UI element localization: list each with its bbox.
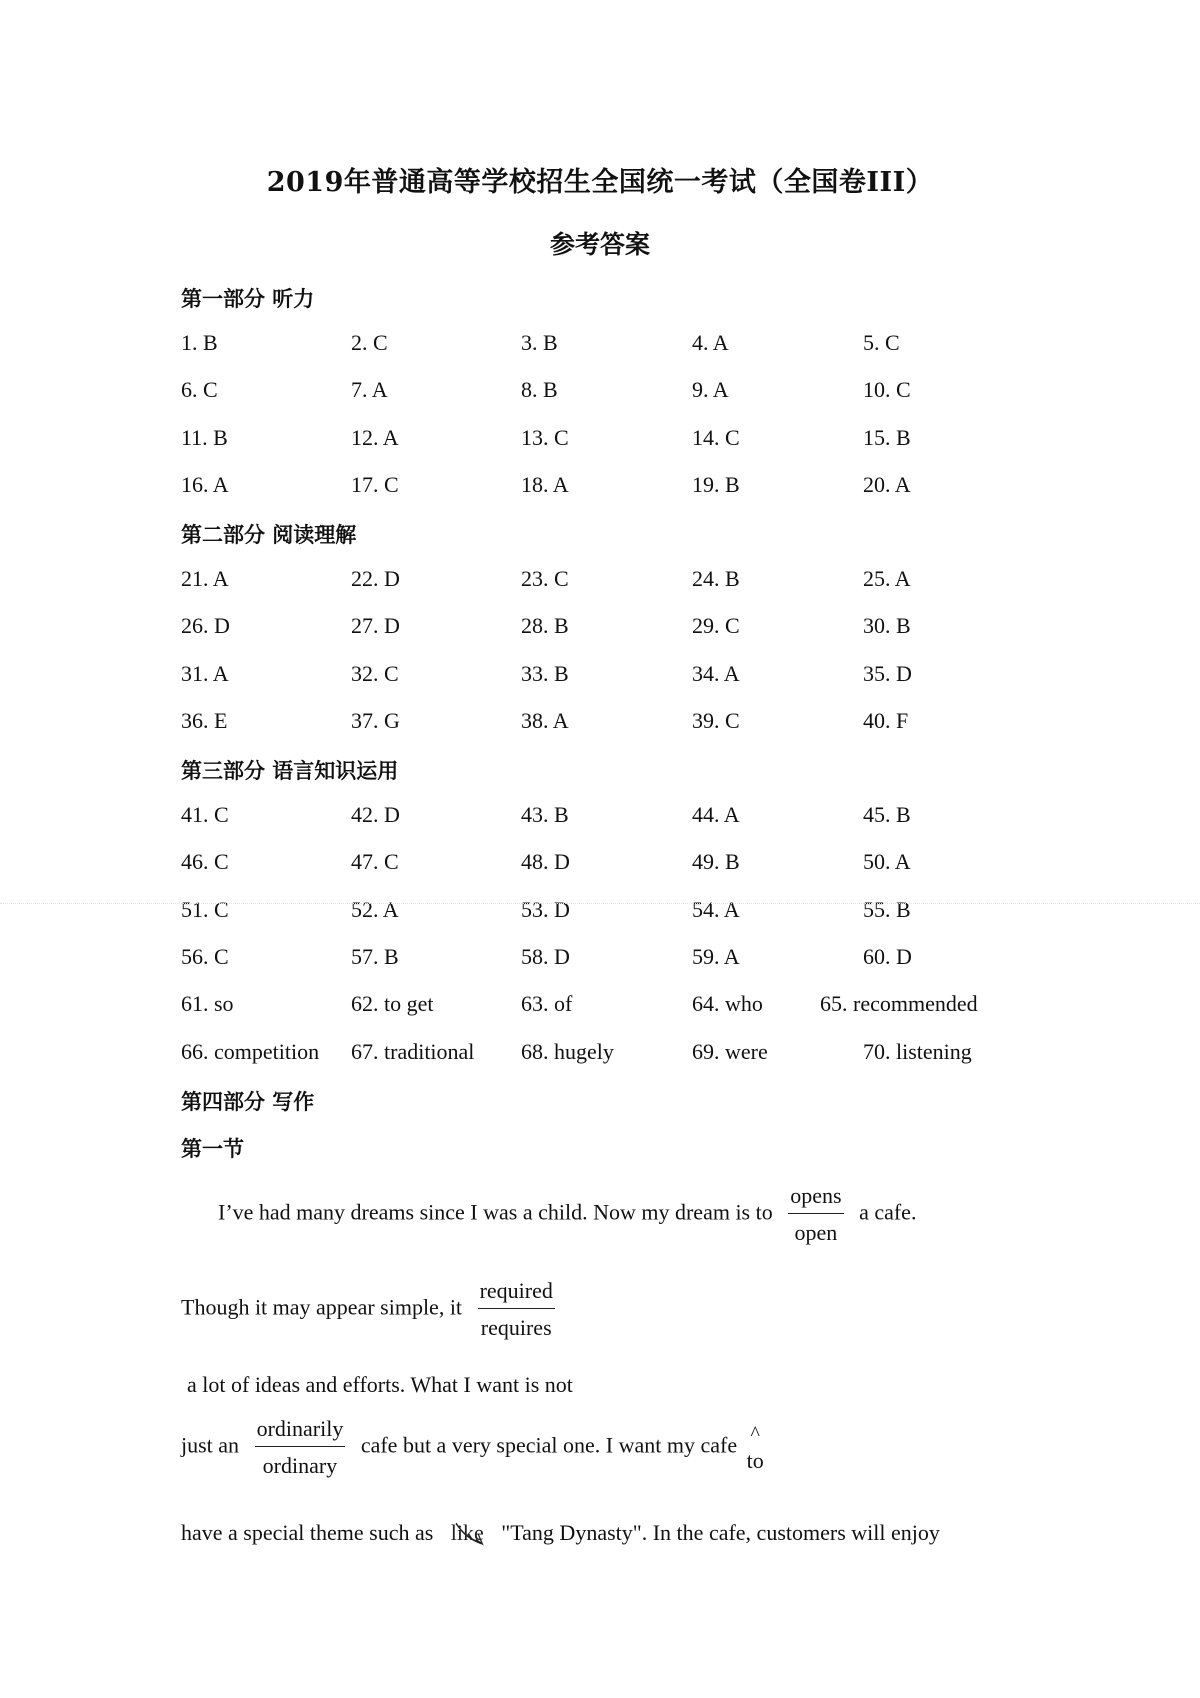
deletion-mark	[451, 1520, 484, 1546]
essay-line-3	[187, 1372, 573, 1398]
answer-item: 21. A	[181, 566, 229, 591]
essay-line-5	[181, 1520, 940, 1546]
answer-item: 70. listening	[863, 1038, 972, 1064]
answer-item: 64. who	[692, 991, 763, 1017]
essay-text: have a special theme such as	[181, 1520, 434, 1545]
answer-item: 30. B	[863, 613, 911, 639]
answer-item: 6. C	[181, 377, 218, 403]
answer-item: 34. A	[692, 660, 740, 686]
correction-fix: open	[794, 1220, 838, 1245]
correction-original: ordinarily	[255, 1418, 346, 1447]
essay-line-4	[181, 1418, 764, 1477]
answer-item: 53. D	[521, 896, 570, 922]
answer-item: 46. C	[181, 849, 229, 875]
essay-text: cafe but a very special one. I want my cafe	[360, 1432, 738, 1458]
answer-item: 19. B	[692, 471, 740, 497]
answer-item: 31. A	[181, 660, 229, 686]
answer-item: 13. C	[521, 424, 569, 450]
answer-item: 5. C	[863, 330, 900, 355]
answer-item: 62. to get	[351, 991, 434, 1017]
answer-item: 29. C	[692, 613, 740, 639]
answer-item: 24. B	[692, 566, 740, 591]
essay-line-1	[218, 1185, 916, 1244]
correction-original: required	[478, 1280, 555, 1309]
caret-icon: ^	[750, 1422, 760, 1445]
answer-item: 2. C	[351, 330, 388, 355]
section-heading-listening: 第一部分 听力	[181, 287, 315, 311]
document-title: 2019年普通高等学校招生全国统一考试（全国卷III）	[266, 167, 934, 198]
answer-item: 57. B	[351, 943, 399, 969]
answer-item: 69. were	[692, 1038, 768, 1064]
essay-text: just an	[181, 1432, 240, 1458]
answer-item: 1. B	[181, 330, 218, 355]
section-heading-language-use: 第三部分 语言知识运用	[181, 759, 399, 783]
answer-item: 33. B	[521, 660, 569, 686]
answer-item: 14. C	[692, 424, 740, 450]
answer-item: 56. C	[181, 943, 229, 969]
answer-item: 63. of	[521, 991, 573, 1017]
answer-item: 15. B	[863, 424, 911, 450]
page-divider	[0, 903, 1200, 904]
correction-fraction	[478, 1280, 555, 1339]
answer-item: 23. C	[521, 566, 569, 591]
essay-text: "Tang Dynasty". In the cafe, customers will enjoy	[501, 1520, 940, 1545]
essay-line-2	[181, 1280, 565, 1339]
answer-item: 52. A	[351, 896, 399, 922]
correction-fraction	[255, 1418, 346, 1477]
deleted-word: like	[450, 1520, 484, 1545]
answer-item: 48. D	[521, 849, 570, 875]
answer-item: 26. D	[181, 613, 230, 639]
answer-item: 28. B	[521, 613, 569, 639]
answer-item: 59. A	[692, 943, 740, 969]
answer-item: 37. G	[351, 707, 400, 733]
answer-item: 16. A	[181, 471, 229, 497]
answer-item: 42. D	[351, 802, 400, 827]
answer-item: 10. C	[863, 377, 911, 403]
answer-item: 38. A	[521, 707, 569, 733]
answer-item: 18. A	[521, 471, 569, 497]
answer-item: 65. recommended	[820, 991, 978, 1017]
answer-item: 49. B	[692, 849, 740, 875]
answer-item: 47. C	[351, 849, 399, 875]
answer-item: 35. D	[863, 660, 912, 686]
correction-fix: requires	[480, 1315, 552, 1340]
answer-item: 40. F	[863, 707, 909, 733]
answer-item: 67. traditional	[351, 1038, 475, 1064]
answer-item: 27. D	[351, 613, 400, 639]
answer-item: 36. E	[181, 707, 228, 733]
answer-item: 54. A	[692, 896, 740, 922]
answer-item: 68. hugely	[521, 1038, 614, 1064]
answer-item: 20. A	[863, 471, 911, 497]
answer-item: 25. A	[863, 566, 911, 591]
answer-item: 22. D	[351, 566, 400, 591]
answer-item: 55. B	[863, 896, 911, 922]
answer-item: 58. D	[521, 943, 570, 969]
answer-item: 43. B	[521, 802, 569, 827]
answer-item: 51. C	[181, 896, 229, 922]
answer-item: 61. so	[181, 991, 234, 1017]
insertion-word: to	[746, 1447, 764, 1473]
answer-item: 12. A	[351, 424, 399, 450]
answer-item: 3. B	[521, 330, 558, 355]
subsection-heading: 第一节	[181, 1137, 244, 1161]
section-heading-writing: 第四部分 写作	[181, 1090, 315, 1114]
essay-text: a cafe.	[859, 1199, 917, 1225]
answer-item: 4. A	[692, 330, 729, 355]
answer-item: 11. B	[181, 424, 228, 450]
answer-item: 39. C	[692, 707, 740, 733]
answer-item: 9. A	[692, 377, 729, 403]
essay-text: Though it may appear simple, it	[181, 1294, 463, 1320]
answer-item: 32. C	[351, 660, 399, 686]
answer-item: 7. A	[351, 377, 388, 403]
answer-item: 60. D	[863, 943, 912, 969]
answer-item: 44. A	[692, 802, 740, 827]
essay-text: a lot of ideas and efforts. What I want is not	[187, 1372, 573, 1397]
answer-item: 66. competition	[181, 1038, 320, 1064]
strike-icon	[451, 1520, 484, 1546]
answer-item: 45. B	[863, 802, 911, 827]
correction-original: opens	[788, 1185, 843, 1214]
answer-item: 41. C	[181, 802, 229, 827]
document-subtitle: 参考答案	[549, 230, 650, 259]
correction-fraction	[788, 1185, 843, 1244]
correction-fix: ordinary	[262, 1453, 338, 1478]
answer-item: 50. A	[863, 849, 911, 875]
answer-item: 17. C	[351, 471, 399, 497]
answer-item: 8. B	[521, 377, 558, 403]
section-heading-reading: 第二部分 阅读理解	[181, 523, 357, 547]
essay-text: I’ve had many dreams since I was a child. Now my dream is to	[218, 1199, 773, 1225]
insertion-mark	[747, 1424, 764, 1472]
